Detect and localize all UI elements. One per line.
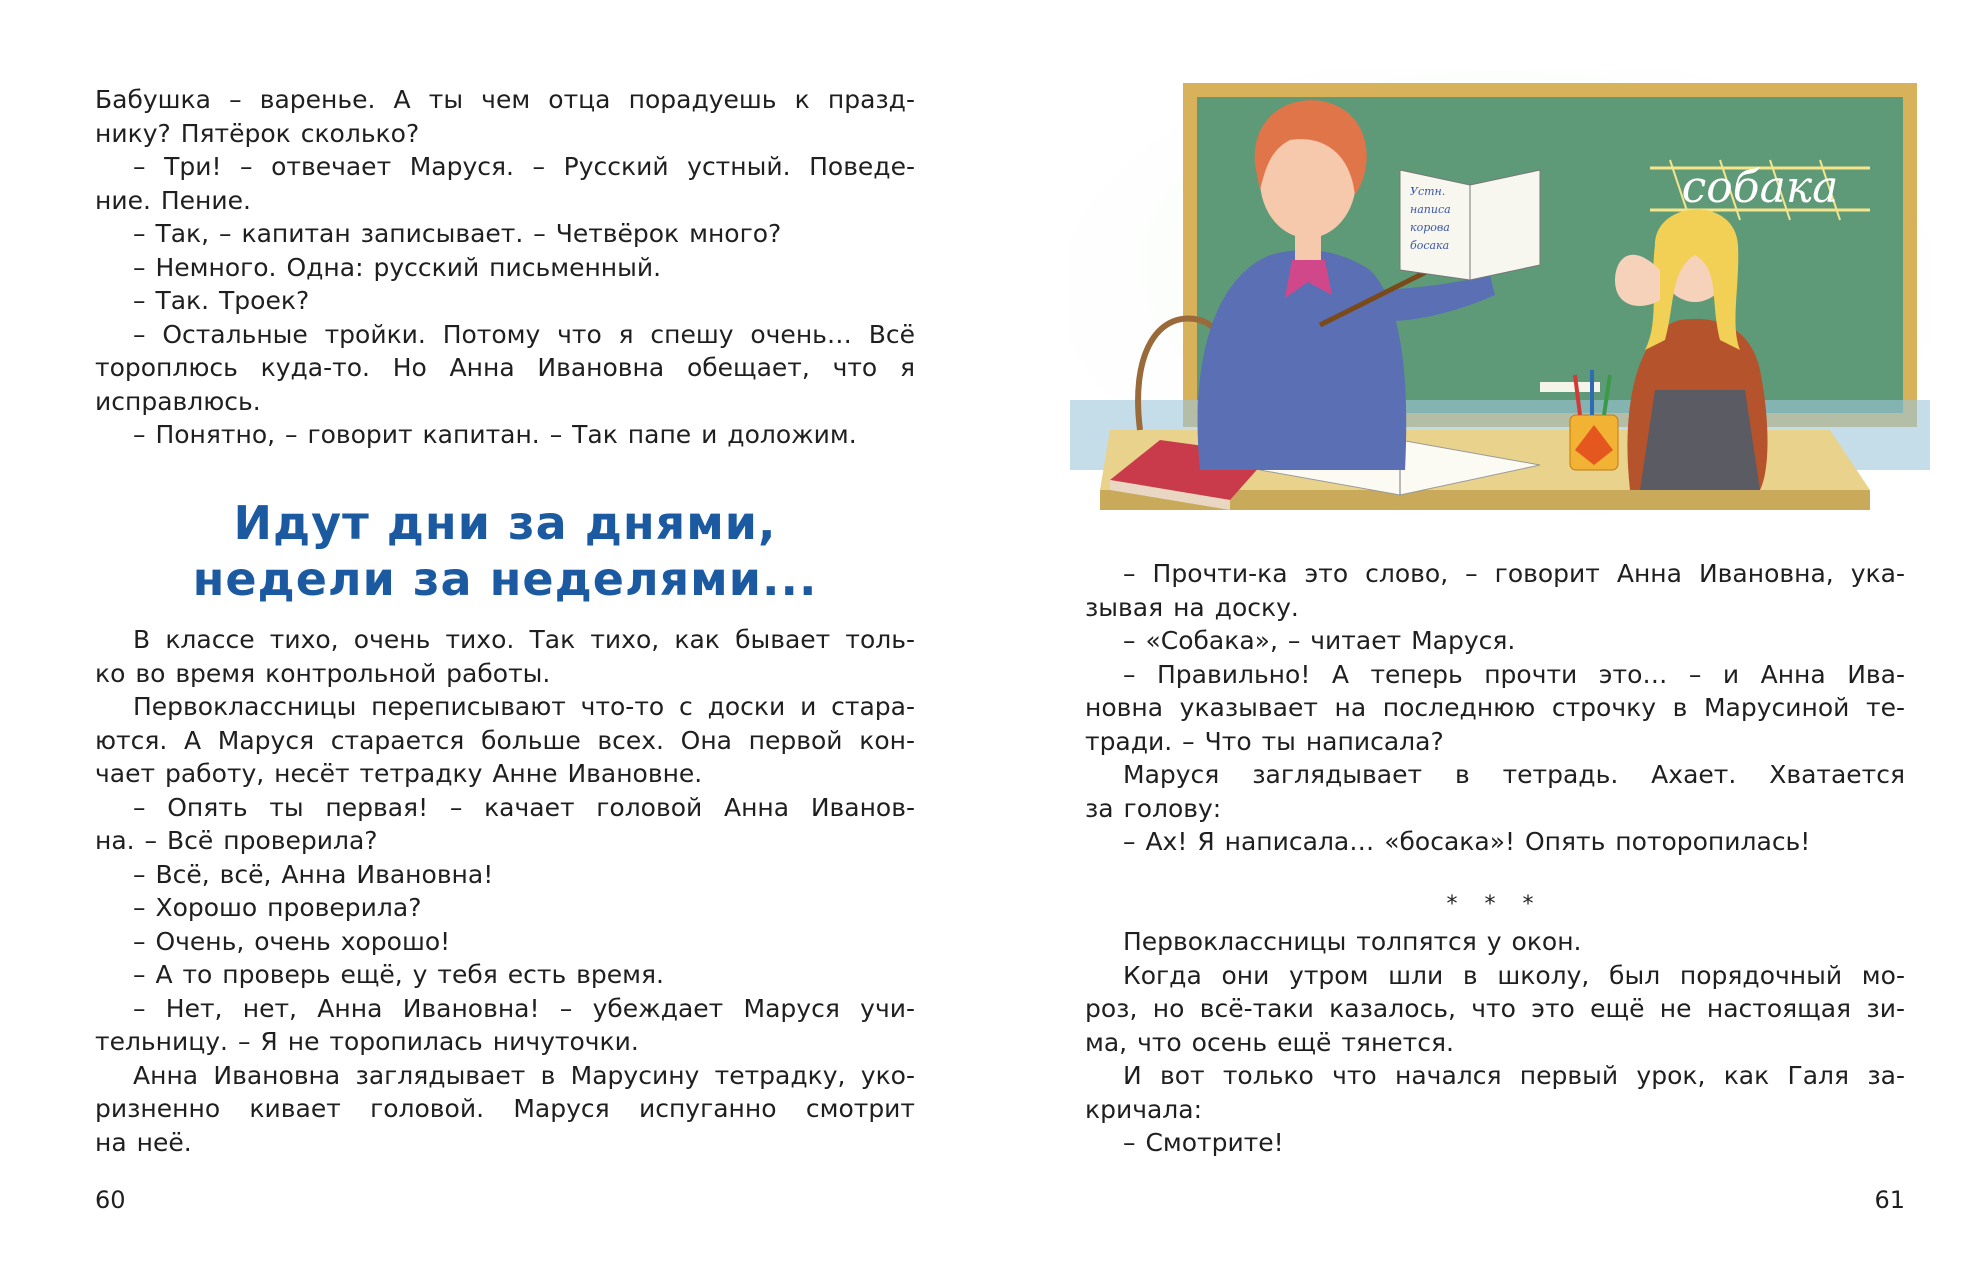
text-line: – Смотрите! [1123,1128,1284,1157]
text-line: тельницу. – Я не торопилась ничуточки. [95,1027,639,1056]
text-line: нику? Пятёрок сколько? [95,118,420,148]
text-line: – А то проверь ещё, у тебя есть время. [133,960,664,989]
text-line: ризненно кивает головой. Маруся испуганно смотрит [95,1094,915,1123]
text-line: Первоклассницы толпятся у окон. [1123,927,1582,956]
text-line: роз, но всё-таки казалось, что это ещё не настоящая зи- [1085,994,1905,1023]
text-line: – Немного. Одна: русский письменный. [133,252,662,282]
text-line: чает работу, несёт тетрадку Анне Ивановне. [95,759,703,788]
text-line: Когда они утром шли в школу, был порядочный мо- [1123,960,1905,990]
notebook-word: написа [1410,203,1451,216]
text-line: – Три! – отвечает Маруся. – Русский устный. Поведе- [133,152,915,181]
text-line: за голову: [1085,793,1222,823]
text-line: ма, что осень ещё тянется. [1085,1027,1454,1057]
chapter-title-line: Идут дни за днями, [233,496,777,550]
text-line: зывая на доску. [1085,592,1299,622]
text-line: – Опять ты первая! – качает головой Анна Иванов- [133,792,915,822]
right-text-block-bottom [1085,925,1905,1160]
text-line: – Хорошо проверила? [133,893,422,922]
text-line: ко во время контрольной работы. [95,658,551,688]
text-line: Анна Ивановна заглядывает в Марусину тетрадку, уко- [133,1060,915,1090]
left-page [95,0,915,1270]
text-line: исправлюсь. [95,386,261,416]
text-line: кричала: [1085,1094,1203,1124]
page-number: 60 [95,1186,126,1214]
text-line: – Понятно, – говорит капитан. – Так папе и доложим. [133,420,857,449]
text-line: – Так, – капитан записывает. – Четвёрок много? [133,219,782,248]
chalkboard-word-text: собака [1681,162,1839,213]
text-line: Бабушка – варенье. А ты чем отца порадуешь к празд- [95,85,915,114]
text-line: новна указывает на последнюю строчку в Марусиной те- [1085,693,1905,722]
chapter-title [95,495,915,607]
section-separator: * * * [1446,892,1544,917]
text-line: – Правильно! А теперь прочти это… – и Анна Ива- [1123,659,1905,689]
text-line: ние. Пение. [95,185,251,215]
left-text-block-top [95,83,915,452]
page-number: 61 [1874,1186,1905,1214]
text-line: – Прочти-ка это слово, – говорит Анна Ивановна, ука- [1123,559,1905,588]
notebook-word: босака [1410,239,1450,252]
text-line: Маруся заглядывает в тетрадь. Ахает. Хватается [1123,760,1905,789]
text-line: на. – Всё проверила? [95,826,378,855]
text-line: тороплюсь куда-то. Но Анна Ивановна обещает, что я [95,353,915,382]
notebook-word: корова [1410,221,1450,234]
text-line: – Остальные тройки. Потому что я спешу очень… Всё [133,319,915,349]
left-text-block-bottom [95,623,915,1159]
text-line: – «Собака», – читает Маруся. [1123,626,1516,655]
text-line: тради. – Что ты написала? [1085,726,1444,756]
text-line: – Так. Троек? [133,286,310,315]
text-line: – Всё, всё, Анна Ивановна! [133,859,494,889]
text-line: – Нет, нет, Анна Ивановна! – убеждает Маруся учи- [133,993,915,1023]
chapter-title-line: недели за неделями... [192,552,818,606]
text-line: – Очень, очень хорошо! [133,926,451,956]
text-line: В классе тихо, очень тихо. Так тихо, как бывает толь- [133,625,915,654]
notebook-word: Устн. [1410,185,1446,198]
right-page [1085,0,1905,1270]
text-line: – Ах! Я написала… «босака»! Опять поторопилась! [1123,827,1811,856]
text-line: Первоклассницы переписывают что-то с доски и стара- [133,692,915,721]
text-line: И вот только что начался первый урок, как Галя за- [1123,1061,1905,1090]
text-line: на неё. [95,1127,192,1157]
right-text-block-top [1085,557,1905,859]
text-line: ются. А Маруся старается больше всех. Она первой кон- [95,725,915,755]
